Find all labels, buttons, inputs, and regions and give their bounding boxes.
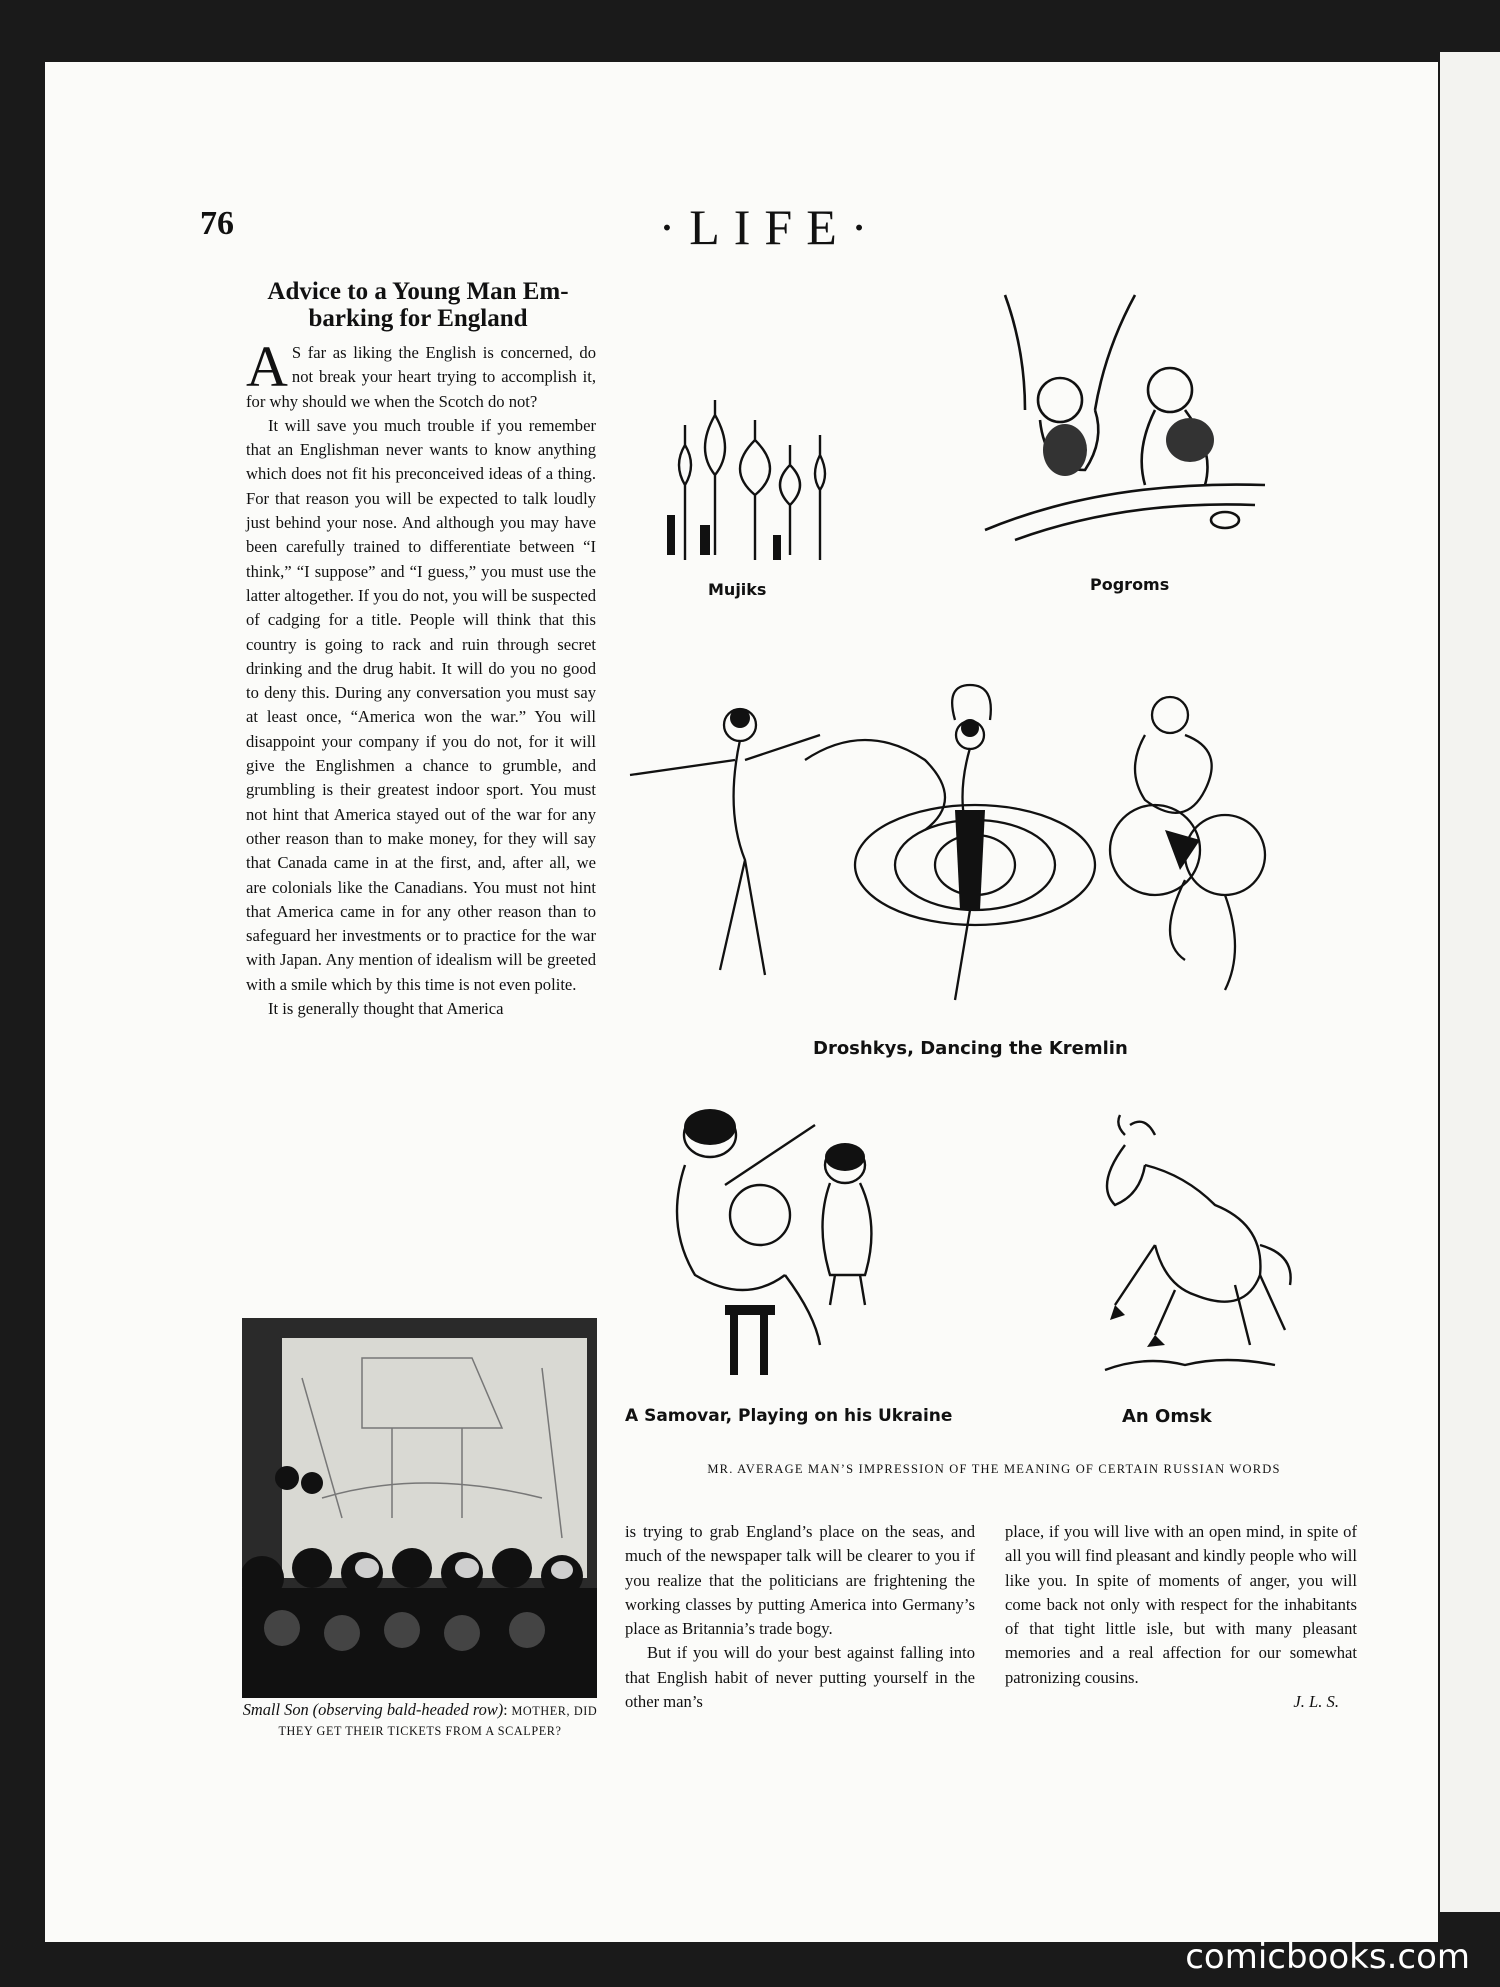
watermark: comicbooks.com bbox=[1185, 1937, 1470, 1977]
masthead: ·LIFE· bbox=[658, 199, 882, 255]
signature: J. L. S. bbox=[1293, 1692, 1339, 1712]
paragraph-2: It will save you much trouble if you remember that an Englishman never wants to know anything which does not fit his preconceived ideas of a thing. For that reason you will be expected to talk loudly just behind your nose. And although you may have been carefully trained to differentiate between “I think,” “I suppose” and “I guess,” you must use the latter altogether. If you do not, you will be suspected of cadging for a title. People will think that this country is going to rack and ruin through secret drinking and the drug habit. It will do you no good to deny this. During any conversation you must say at least once, “America won the war.” You will disappoint your company if you do not, for it will give the Englishmen a chance to grumble, and grumbling is their greatest indoor sport. You must not hint that America stayed out of the war for any other reason than to make money, for they will say that Canada came in at the first, and, after all, we are colonials like the Canadians. You must not hint that America came in for any other reason than to safeguard her investments or to practice for the war with Japan. Any mention of idealism will be greeted with a smile which by this time is not even polite. bbox=[246, 415, 596, 994]
article-column-1 bbox=[246, 334, 596, 1021]
label-samovar: A Samovar, Playing on his Ukraine bbox=[625, 1406, 953, 1426]
cartoon-caption: MR. AVERAGE MAN’S IMPRESSION OF THE MEANING OF CERTAIN RUSSIAN WORDS bbox=[707, 1462, 1281, 1476]
article-title: Advice to a Young Man Em-barking for England bbox=[267, 278, 569, 332]
adjacent-page-edge bbox=[1440, 52, 1500, 1912]
paragraph-1: A S far as liking the English is concerned, do not break your heart trying to accomplish it, for why should we when the Scotch do not? bbox=[246, 334, 596, 411]
paragraph-5: But if you will do your best against falling into that English habit of never putting yourself in the other man’s bbox=[625, 1643, 975, 1712]
goat-drawing bbox=[1085, 1115, 1325, 1390]
caption-line: MOTHER, DID THEY GET THEIR TICKETS FROM A SCALPER? bbox=[278, 1704, 598, 1738]
illustration-caption: Small Son (observing bald-headed row): MOTHER, DID THEY GET THEIR TICKETS FROM A SCALPER? bbox=[242, 1700, 598, 1738]
drop-cap: A bbox=[246, 334, 288, 399]
paragraph-6: place, if you will live with an open mind, in spite of all you will find pleasant and kindly people who will like you. In spite of moments of anger, you will come back not only with respect for the inhabitants of that tight little isle, but with many pleasant memories and a real affection for our somewhat patronizing cousins. bbox=[1005, 1522, 1357, 1687]
dancers-drawing bbox=[625, 680, 1275, 1010]
page-number: 76 bbox=[200, 205, 234, 242]
article-column-2 bbox=[625, 1520, 975, 1714]
label-droshkys: Droshkys, Dancing the Kremlin bbox=[813, 1038, 1128, 1059]
label-mujiks: Mujiks bbox=[708, 580, 767, 599]
caption-speaker: Small Son bbox=[242, 1700, 309, 1719]
paragraph-4: is trying to grab England’s place on the seas, and much of the newspaper talk will be clearer to you if you realize that the politicians are frightening the working classes by putting America into Germany’s place as Britannia’s trade bogy. bbox=[625, 1522, 975, 1639]
article-column-3 bbox=[1005, 1520, 1357, 1714]
monkeys-drawing bbox=[985, 290, 1270, 545]
caption-aside: (observing bald-headed row) bbox=[312, 1700, 504, 1719]
balalaika-player-drawing bbox=[665, 1105, 890, 1380]
paragraph-3: It is generally thought that America bbox=[268, 999, 504, 1019]
label-omsk: An Omsk bbox=[1122, 1406, 1212, 1427]
label-pogroms: Pogroms bbox=[1090, 575, 1170, 594]
onion-domes-drawing bbox=[655, 395, 845, 570]
theatre-audience-illustration bbox=[242, 1318, 597, 1698]
